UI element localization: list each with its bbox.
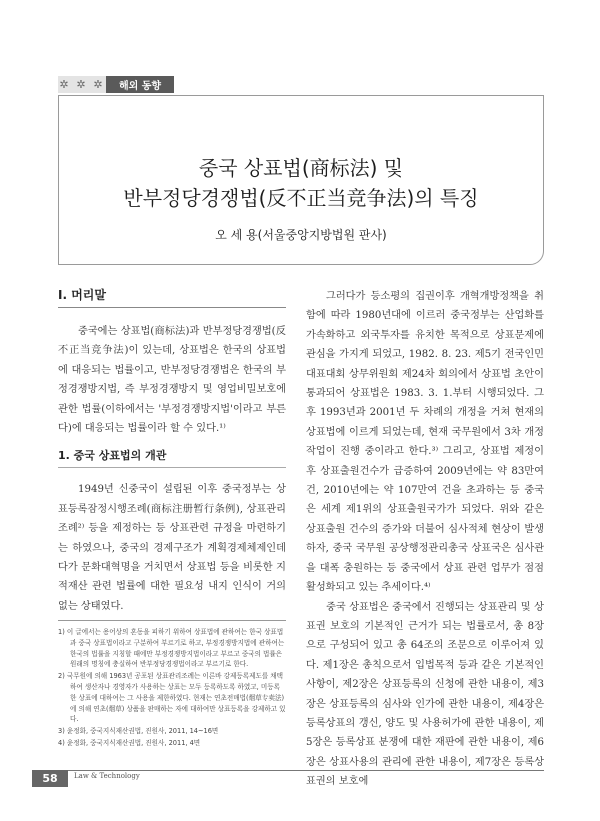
section-tag [58, 76, 174, 93]
title-box [58, 95, 544, 265]
right-paragraph-2: 중국 상표법은 중국에서 진행되는 상표관리 및 상표권 보호의 기본적인 근거가 되는 법률로서, 총 8장으로 구성되어 있고 총 64조의 조문으로 이루어져 있다. 제1장은 총칙으로서 입법목적 등과 같은 기본적인 사항이, 제2장은 상표등록의 신청에 관한 내용이, 제3장은 상표등록의 심사와 인가에 관한 내용이, 제4장은 등록상표의 갱신, 양도 및 사용허가에 관한 내용이, 제5장은 등록상표 분쟁에 대한 재판에 관한 내용이, 제6장은 상표사용의 관리에 관한 내용이, 제7장은 등록상표권의 보호에 [306, 601, 544, 788]
left-paragraph-1: 중국에는 상표법(商标法)과 반부정당경쟁법(反不正当竞争法)이 있는데, 상표법은 한국의 상표법에 대응되는 법률이고, 반부정당경쟁법은 한국의 부정경쟁방지법, 즉 부정경쟁방지 및 영업비밀보호에 관한 법률(이하에서는 '부정경쟁방지법'이라고 부른다)에 대응되는 법률이라 할 수 있다.¹⁾ [58, 326, 286, 435]
section-tag-label: 해외 동향 [106, 76, 174, 93]
section-tag-stars: ✲ ✲ ✲ [59, 78, 105, 91]
footnote-2: 2) 국무원에 의해 1963년 공포된 상표관리조례는 이른바 강제등록제도를 채택하여 생산자나 경영자가 사용하는 상표는 모두 등록하도록 하였고, 미등록한 상표에 대하여는 그 사용을 제한하였다. 현재는 연초전매법(烟草专卖法)에 의해 연초(烟草) 상품을 판매하는 자에 대하여만 상표등록을 강제하고 있다. [58, 672, 286, 724]
article-title-line-1: 중국 상표법(商标法) 및 [198, 156, 404, 180]
left-column [58, 287, 286, 616]
footer-divider [32, 770, 544, 771]
footnote-3: 3) 윤정화, 중국지식재산권법, 진원사, 2011, 14~16면 [58, 727, 219, 736]
right-paragraph-1: 그러다가 등소평의 집권이후 개혁개방정책을 취함에 따라 1980년대에 이르러 중국정부는 산업화를 가속화하고 외국투자를 유치한 목적으로 상표문제에 관심을 가지게 되었고, 1982. 8. 23. 제5기 전국인민대표대회 상무위원회 제24차 회의에서 상표법 초안이 통과되어 상표법은 1983. 3. 1.부터 시행되었다. 그 후 1993년과 2001년 두 차례의 개정을 거쳐 현재의 상표법에 이르게 되었는데, 현재 국무원에서 3차 개정작업이 진행 중이라고 한다.³⁾ 그리고, 상표법 제정이후 상표출원건수가 급증하여 2009년에는 약 83만여 건, 2010년에는 약 107만여 건을 초과하는 등 중국은 세계 제1위의 상표출원국가가 되었다. 위와 같은 상표출원 건수의 증가와 더불어 심사적체 현상이 발생하자, 중국 국무원 공상행정관리총국 상표국은 심사관을 대폭 충원하는 등 중국에서 상표 관련 업무가 점점 활성화되고 있는 추세이다.⁴⁾ [306, 291, 544, 594]
page-number: 58 [32, 770, 68, 787]
right-column [306, 287, 544, 792]
journal-name: Law & Technology [74, 772, 140, 780]
section-heading-introduction: I. 머리말 [58, 287, 286, 308]
left-paragraph-2: 1949년 신중국이 설립된 이후 중국정부는 상표등록잠정시행조례(商标注册暂行条例), 상표관리조례²⁾ 등을 제정하는 등 상표관련 규정을 마련하기는 하였으나, 중국의 경제구조가 계획경제체제인데다가 문화대혁명을 거치면서 상표법 등을 비롯한 지적재산 관련 법률에 대한 필요성 내지 인식이 거의 없는 상태였다. [58, 484, 286, 612]
footnote-1: 1) 이 글에서는 용어상의 혼동을 피하기 위하여 상표법에 관하여는 한국 상표법과 중국 상표법이라고 구분하여 부르기로 하고, 부정경쟁방지법에 관하여는 한국의 법률을 지칭할 때에만 부정경쟁방지법이라고 부르고 중국의 법률은 원래의 명칭에 충실하여 반부정당경쟁법이라고 부르기로 한다. [58, 628, 285, 669]
footnote-4: 4) 윤정화, 중국지식재산권법, 진원사, 2011, 4면 [58, 738, 201, 747]
article-author: 오 세 용(서울중앙지방법원 판사) [215, 228, 387, 242]
subsection-heading-trademark-overview: 1. 중국 상표법의 개관 [58, 448, 286, 468]
article-title-line-2: 반부정당경쟁법(反不正当竞争法)의 특징 [123, 186, 479, 210]
footnotes [58, 620, 286, 750]
